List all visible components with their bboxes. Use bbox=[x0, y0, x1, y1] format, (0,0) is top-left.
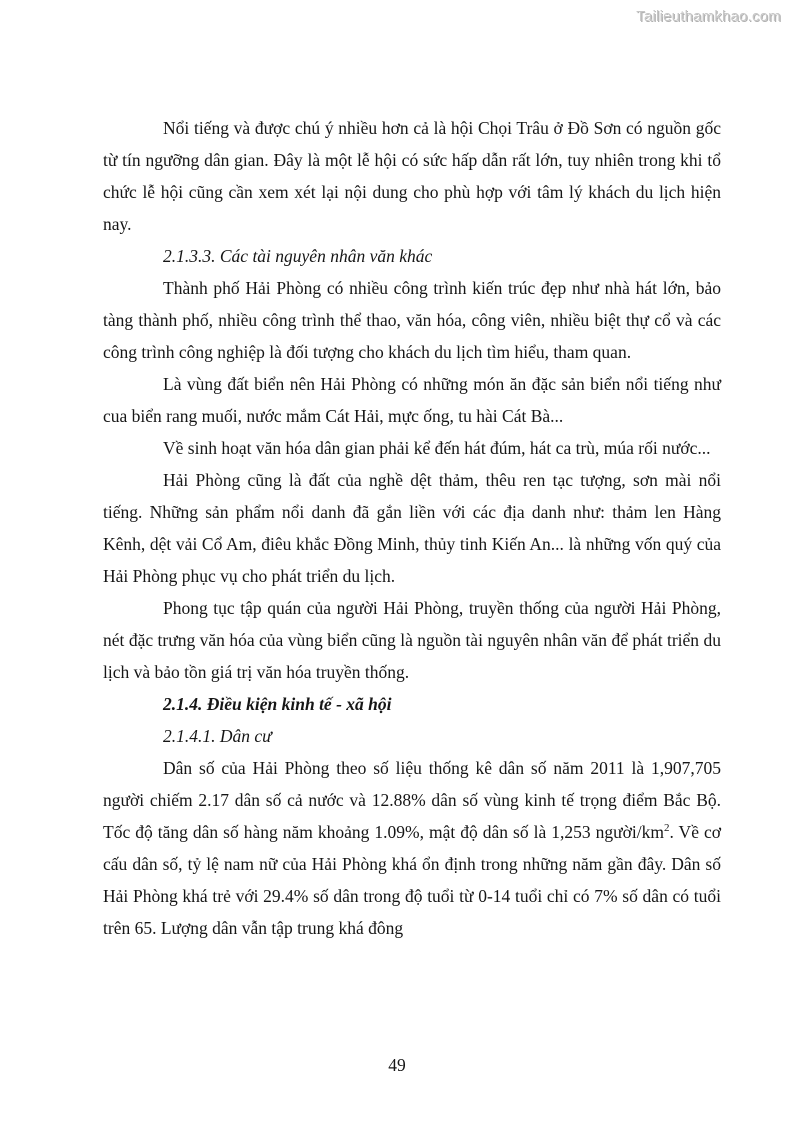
page-number: 49 bbox=[388, 1055, 406, 1075]
paragraph: Về sinh hoạt văn hóa dân gian phải kể đến hát đúm, hát ca trù, múa rối nước... bbox=[163, 438, 711, 458]
watermark-text: Tailieuthamkhao.com bbox=[636, 8, 781, 25]
section-heading-2-1-3-3: 2.1.3.3. Các tài nguyên nhân văn khác bbox=[163, 246, 433, 266]
superscript-unit: 2 bbox=[663, 822, 670, 835]
paragraph: Là vùng đất biển nên Hải Phòng có những món ăn đặc sản biển nổi tiếng như cua biển rang muối, nước mắm Cát Hải, mực ống, tu hài Cát Bà... bbox=[103, 374, 721, 426]
paragraph: Hải Phòng cũng là đất của nghề dệt thảm, thêu ren tạc tượng, sơn mài nổi tiếng. Những sản phẩm nổi danh đã gắn liền với các địa danh như: thảm len Hàng Kênh, dệt vải Cổ Am, điêu khắc Đồng Minh, thủy tinh Kiến An... là những vốn quý của Hải Phòng phục vụ cho phát triển du lịch. bbox=[103, 470, 721, 586]
paragraph-text-before-superscript: Dân số của Hải Phòng theo số liệu thống kê dân số năm 2011 là 1,907,705 người chiếm 2.17 dân số cả nước và 12.88% dân số vùng kinh tế trọng điểm Bắc Bộ. Tốc độ tăng dân số hàng năm khoảng 1.09%, mật độ dân số là 1,253 người/km bbox=[103, 758, 721, 842]
section-heading-2-1-4-1: 2.1.4.1. Dân cư bbox=[163, 726, 272, 746]
paragraph: Phong tục tập quán của người Hải Phòng, truyền thống của người Hải Phòng, nét đặc trưng văn hóa của vùng biển cũng là nguồn tài nguyên nhân văn để phát triển du lịch và bảo tồn giá trị văn hóa truyền thống. bbox=[103, 598, 721, 682]
section-heading-2-1-4: 2.1.4. Điều kiện kinh tế - xã hội bbox=[163, 694, 392, 714]
paragraph bbox=[103, 752, 721, 944]
paragraph-text-after-superscript: . Về cơ cấu dân số, tỷ lệ nam nữ của Hải Phòng khá ổn định trong những năm gần đây. Dân số Hải Phòng khá trẻ với 29.4% số dân trong độ tuổi từ 0-14 tuổi chỉ có 7% số dân có tuổi trên 65. Lượng dân vẫn tập trung khá đông bbox=[103, 822, 721, 938]
paragraph: Nổi tiếng và được chú ý nhiều hơn cả là hội Chọi Trâu ở Đồ Sơn có nguồn gốc từ tín ngưỡng dân gian. Đây là một lễ hội có sức hấp dẫn rất lớn, tuy nhiên trong khi tổ chức lễ hội cũng cần xem xét lại nội dung cho phù hợp với tâm lý khách du lịch hiện nay. bbox=[103, 118, 721, 234]
document-content bbox=[103, 112, 721, 944]
paragraph: Thành phố Hải Phòng có nhiều công trình kiến trúc đẹp như nhà hát lớn, bảo tàng thành phố, nhiều công trình thể thao, văn hóa, công viên, nhiều biệt thự cổ và các công trình công nghiệp là đối tượng cho khách du lịch tìm hiểu, tham quan. bbox=[103, 278, 721, 362]
